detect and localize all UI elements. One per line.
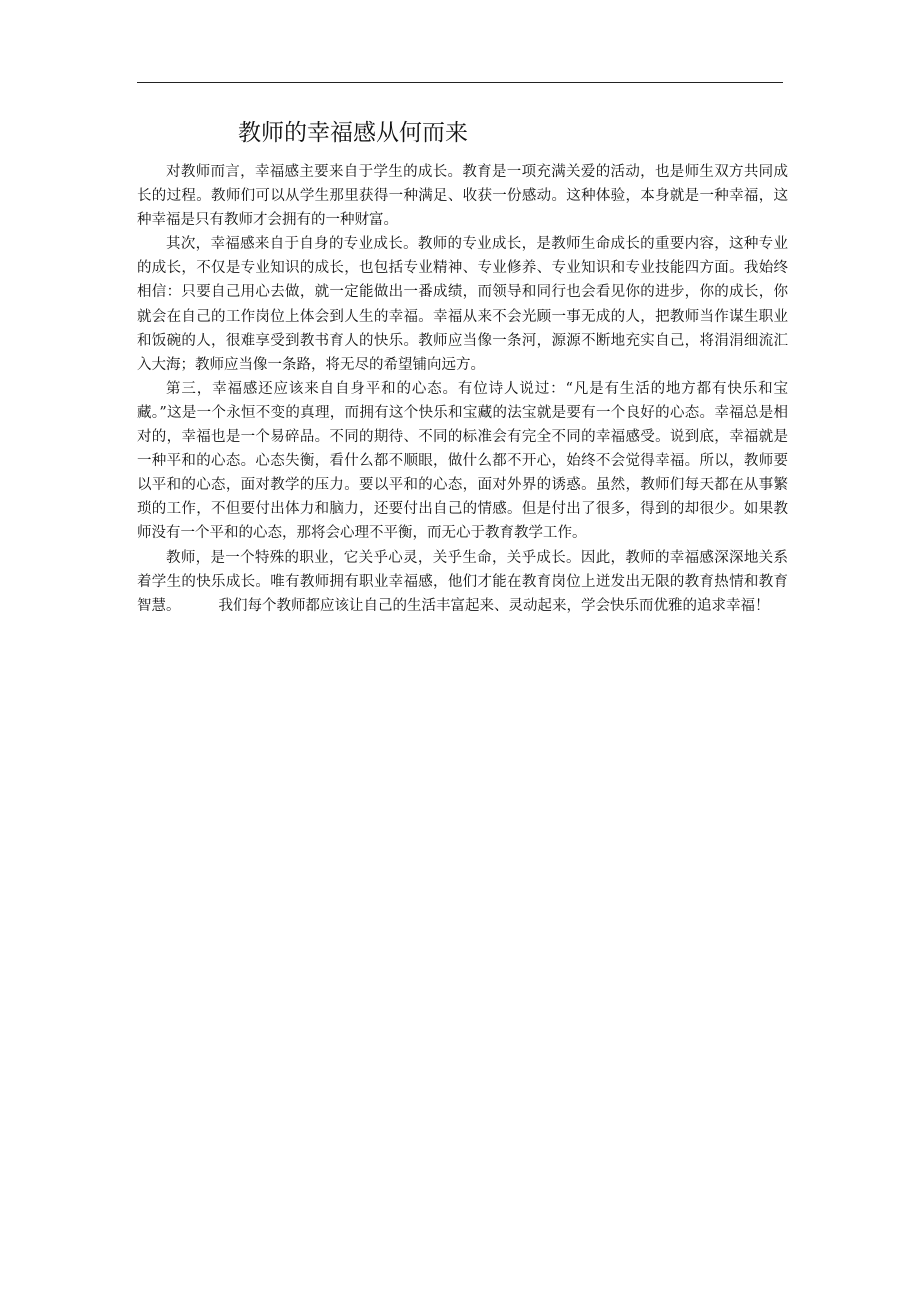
paragraph-1: 对教师而言，幸福感主要来自于学生的成长。教育是一项充满关爱的活动，也是师生双方共同成长的过程。教师们可以从学生那里获得一种满足、收获一份感动。这种体验，本身就是一种幸福，这种幸福是只有教师才会拥有的一种财富。: [137, 164, 788, 229]
paragraph-4-part-2: 我们每个教师都应该让自己的生活丰富起来、灵动起来，学会快乐而优雅的追求幸福！: [218, 597, 770, 614]
header-rule: [137, 82, 783, 83]
paragraph-4-part-1: 教师，是一个特殊的职业，它关乎心灵，关乎生命，关乎成长。因此，教师的幸福感深深地关系着学生的快乐成长。唯有教师拥有职业幸福感，他们才能在教育岗位上迸发出无限的教育热情和教育智慧。: [137, 549, 788, 614]
document-title: 教师的幸福感从何而来: [238, 120, 468, 146]
paragraph-4: [137, 546, 788, 618]
paragraph-3: 第三，幸福感还应该来自自身平和的心态。有位诗人说过：“凡是有生活的地方都有快乐和宝藏。”这是一个永恒不变的真理，而拥有这个快乐和宝藏的法宝就是要有一个良好的心态。幸福总是相对的，幸福也是一个易碎品。不同的期待、不同的标准会有完全不同的幸福感受。说到底，幸福就是一种平和的心态。心态失衡，看什么都不顺眼，做什么都不开心，始终不会觉得幸福。所以，教师要以平和的心态，面对教学的压力。要以平和的心态，面对外界的诱惑。虽然，教师们每天都在从事繁琐的工作，不但要付出体力和脑力，还要付出自己的情感。但是付出了很多，得到的却很少。如果教师没有一个平和的心态，那将会心理不平衡，而无心于教育教学工作。: [137, 380, 788, 542]
paragraph-2: 其次，幸福感来自于自身的专业成长。教师的专业成长，是教师生命成长的重要内容，这种专业的成长，不仅是专业知识的成长，也包括专业精神、专业修养、专业知识和专业技能四方面。我始终相信：只要自己用心去做，就一定能做出一番成绩，而领导和同行也会看见你的进步，你的成长，你就会在自己的工作岗位上体会到人生的幸福。幸福从来不会光顾一事无成的人，把教师当作谋生职业和饭碗的人，很难享受到教书育人的快乐。教师应当像一条河，源源不断地充实自己，将涓涓细流汇入大海；教师应当像一条路，将无尽的希望铺向远方。: [137, 236, 788, 373]
document-body: [137, 160, 788, 618]
